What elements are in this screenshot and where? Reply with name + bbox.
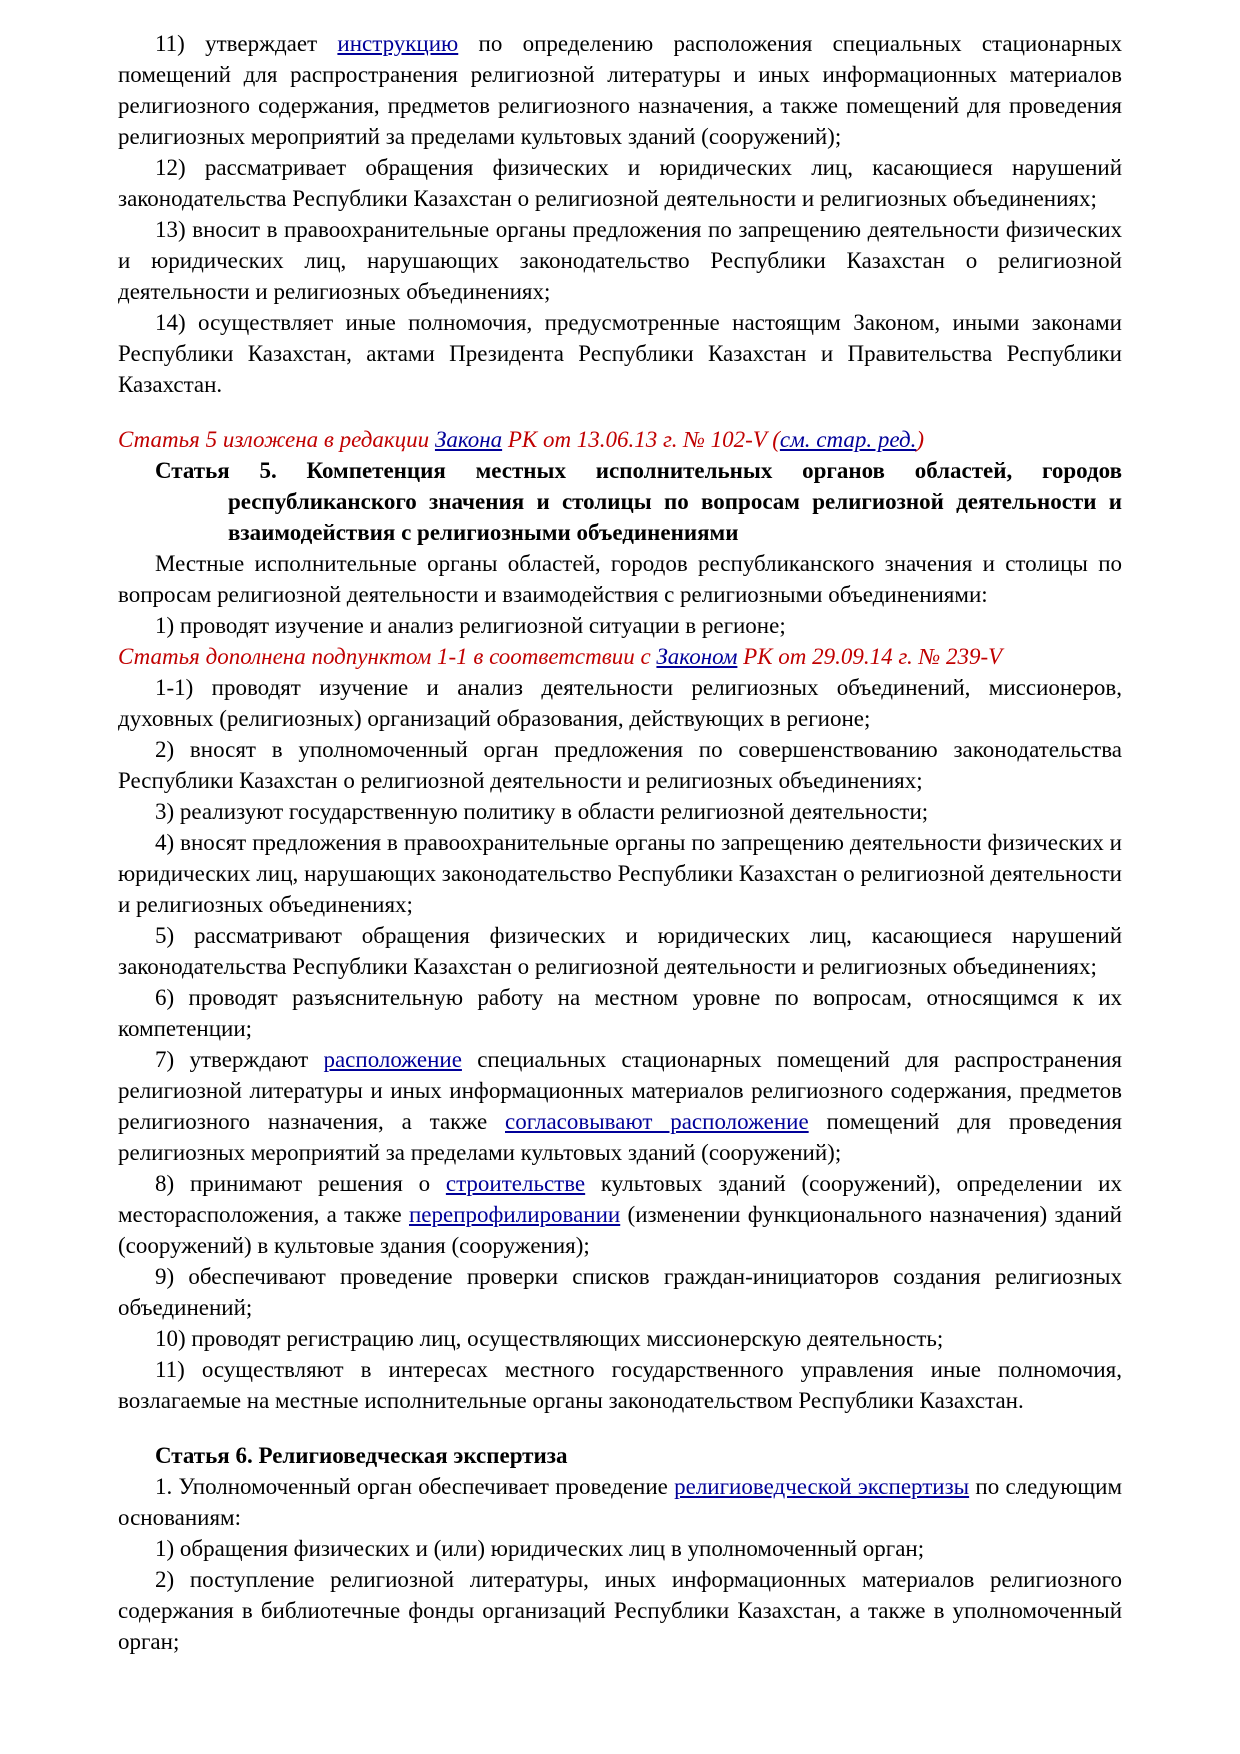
clause-12: 12) рассматривает обращения физических и юридических лиц, касающиеся нарушений законодательства Республики Казахстан о религиозной деятельности и религиозных объединениях; [118, 155, 1122, 211]
repurposing-link[interactable]: перепрофилировании [409, 1202, 621, 1227]
clause-11-pre: 11) утверждает [155, 31, 338, 56]
subclause-6: 6) проводят разъяснительную работу на местном уровне по вопросам, относящимся к их компетенции; [118, 985, 1122, 1041]
subclause-7-pre: 7) утверждают [155, 1047, 324, 1072]
subclause-8-pre: 8) принимают решения о [155, 1171, 446, 1196]
construction-link[interactable]: строительстве [445, 1171, 586, 1196]
article-6-basis-2: 2) поступление религиозной литературы, иных информационных материалов религиозного содержания в библиотечные фонды организаций Республики Казахстан, а также в уполномоченный орган; [118, 1567, 1122, 1654]
clause-11-post: по определению расположения специальных стационарных помещений для распространения религиозной литературы и иных информационных материалов религиозного содержания, предметов религиозного назначения, а также помещений для проведения религиозных мероприятий за пределами культовых зданий (сооружений); [118, 31, 1122, 149]
location-link[interactable]: расположение [323, 1047, 462, 1072]
article-6-paragraph-1 [118, 1471, 1122, 1533]
subclause-1-1: 1-1) проводят изучение и анализ деятельности религиозных объединений, миссионеров, духовных (религиозных) организаций образования, действующих в регионе; [118, 675, 1122, 731]
article-6-p1-pre: 1. Уполномоченный орган обеспечивает проведение [155, 1474, 675, 1499]
law-102-link[interactable]: Закона [434, 427, 503, 452]
amendment-note-1-1-pre: Статья дополнена подпунктом 1-1 в соответствии с [118, 644, 657, 669]
law-239-link[interactable]: Законом [656, 644, 738, 669]
clause-13: 13) вносит в правоохранительные органы предложения по запрещению деятельности физических и юридических лиц, нарушающих законодательство Республики Казахстан о религиозной деятельности и религиозных объединениях; [118, 217, 1122, 304]
subclause-4: 4) вносят предложения в правоохранительные органы по запрещению деятельности физических и юридических лиц, нарушающих законодательство Республики Казахстан о религиозной деятельности и религиозных объединениях; [118, 830, 1122, 917]
subclause-3: 3) реализуют государственную политику в области религиозной деятельности; [155, 799, 929, 824]
subclause-8-mid: культовых зданий (сооружений), определении их месторасположения, а также [118, 1171, 1122, 1227]
subclause-9: 9) обеспечивают проведение проверки списков граждан-инициаторов создания религиозных объединений; [118, 1264, 1122, 1320]
article-5-title: Статья 5. Компетенция местных исполнительных органов областей, городов республиканского значения и столицы по вопросам религиозной деятельности и взаимодействия с религиозными объединениями [155, 458, 1122, 545]
subclause-8 [118, 1168, 1122, 1261]
old-revision-link[interactable]: см. стар. ред. [779, 427, 917, 452]
amendment-note-mid: РК от 13.06.13 г. № 102-V ( [502, 427, 780, 452]
subclause-1: 1) проводят изучение и анализ религиозной ситуации в регионе; [155, 613, 786, 638]
clause-11 [118, 28, 1122, 152]
article-6-p1-post: по следующим основаниям: [118, 1474, 1122, 1530]
amendment-note-1-1-post: РК от 29.09.14 г. № 239-V [737, 644, 1003, 669]
article-5-intro: Местные исполнительные органы областей, городов республиканского значения и столицы по вопросам религиозной деятельности и взаимодействия с религиозными объединениями: [118, 551, 1122, 607]
amendment-note-subclause-1-1 [118, 641, 1122, 672]
subclause-10: 10) проводят регистрацию лиц, осуществляющих миссионерскую деятельность; [155, 1326, 944, 1351]
amendment-note-pre: Статья 5 изложена в редакции [118, 427, 435, 452]
religious-expertise-link[interactable]: религиоведческой экспертизы [674, 1474, 970, 1499]
approve-location-link[interactable]: согласовывают расположение [505, 1109, 809, 1134]
clause-14: 14) осуществляет иные полномочия, предусмотренные настоящим Законом, иными законами Республики Казахстан, актами Президента Республики Казахстан и Правительства Республики Казахстан. [118, 310, 1122, 397]
subclause-11: 11) осуществляют в интересах местного государственного управления иные полномочия, возлагаемые на местные исполнительные органы законодательством Республики Казахстан. [118, 1357, 1122, 1413]
article-6-title: Статья 6. Религиоведческая экспертиза [155, 1443, 568, 1468]
subclause-7-post: помещений для проведения религиозных мероприятий за пределами культовых зданий (сооружений); [118, 1109, 1122, 1165]
subclause-8-post: (изменении функционального назначения) зданий (сооружений) в культовые здания (сооружения); [118, 1202, 1122, 1258]
subclause-7-mid: специальных стационарных помещений для распространения религиозной литературы и иных информационных материалов религиозного содержания, предметов религиозного назначения, а также [118, 1047, 1122, 1134]
subclause-2: 2) вносят в уполномоченный орган предложения по совершенствованию законодательства Республики Казахстан о религиозной деятельности и религиозных объединениях; [118, 737, 1122, 793]
subclause-7 [118, 1044, 1122, 1168]
amendment-note-post: ) [916, 427, 925, 452]
instruction-link[interactable]: инструкцию [337, 31, 459, 56]
subclause-5: 5) рассматривают обращения физических и юридических лиц, касающиеся нарушений законодательства Республики Казахстан о религиозной деятельности и религиозных объединениях; [118, 923, 1122, 979]
amendment-note-article-5 [118, 424, 1122, 455]
article-6-basis-1: 1) обращения физических и (или) юридических лиц в уполномоченный орган; [155, 1536, 925, 1561]
